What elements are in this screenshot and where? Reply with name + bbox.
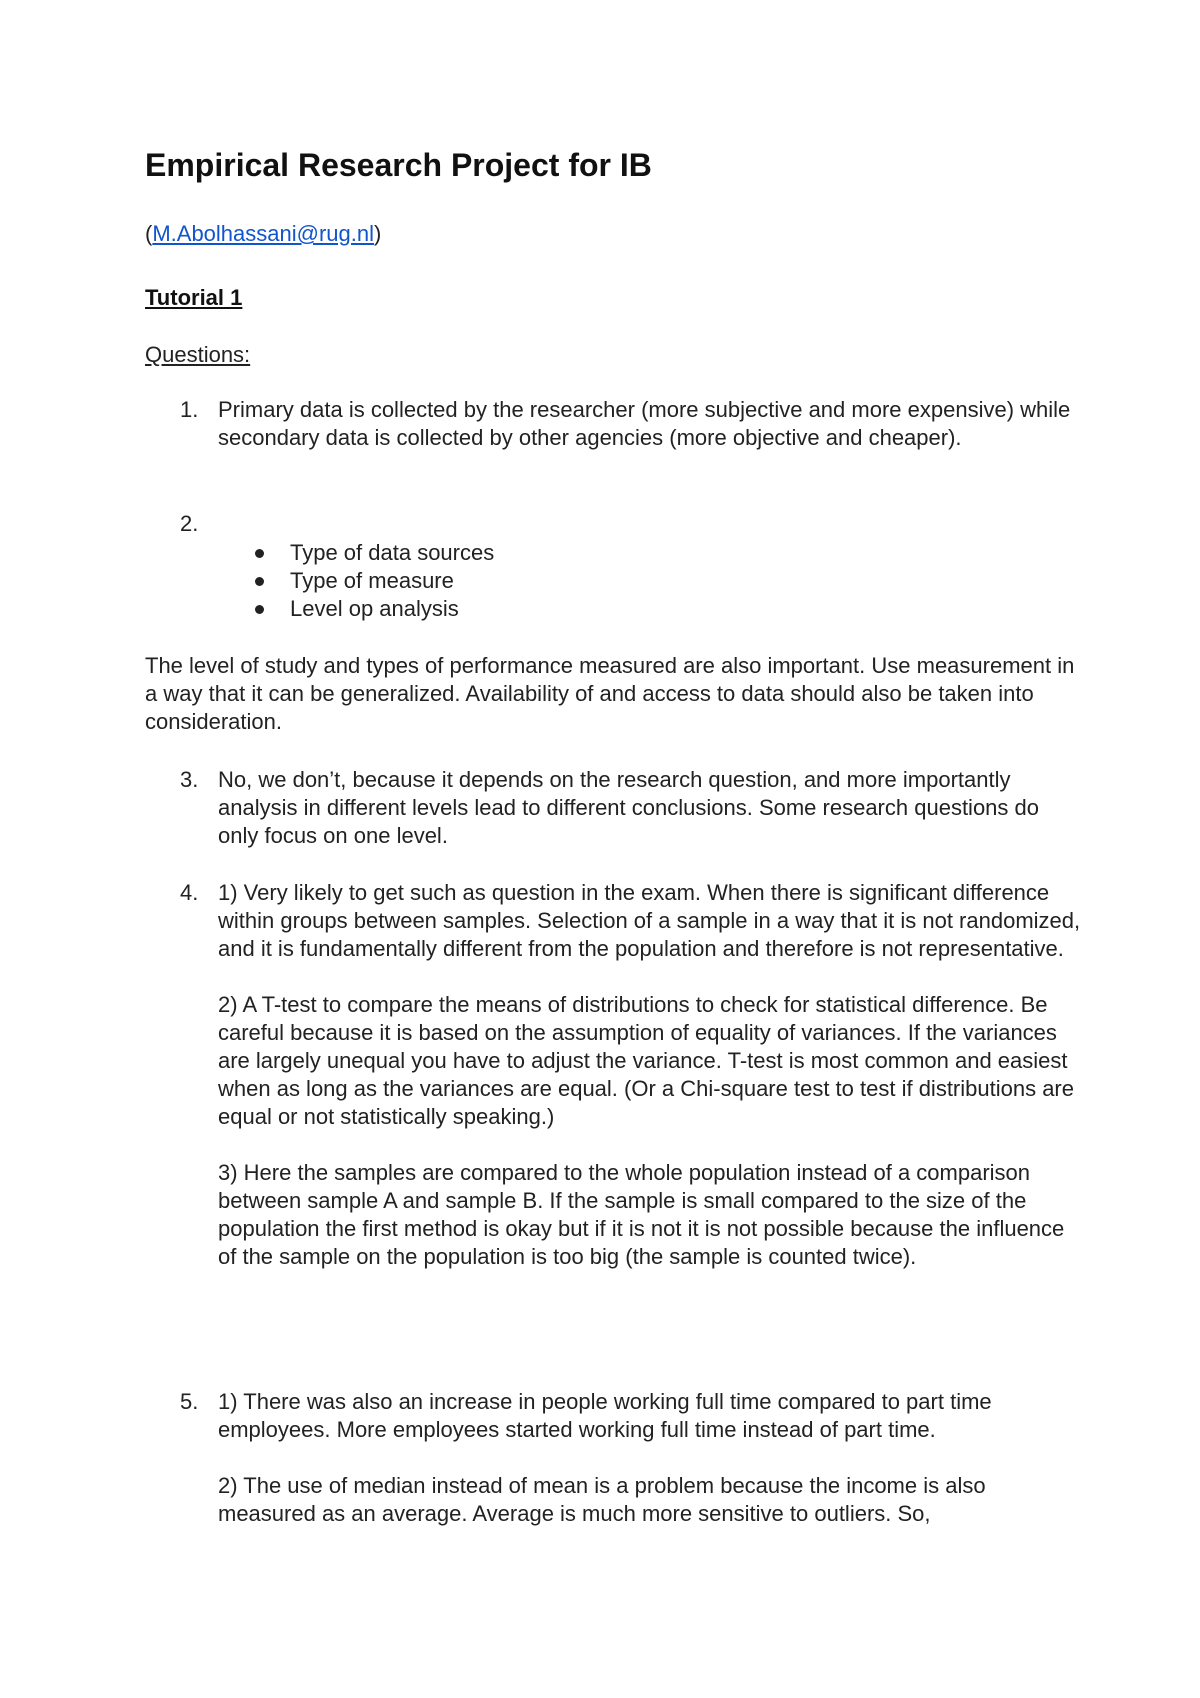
list-item: Type of measure <box>145 567 494 595</box>
email-link[interactable]: M.Abolhassani@rug.nl <box>152 221 374 246</box>
answer-text: No, we don’t, because it depends on the research question, and more importantly analysis in different levels lead to different conclusions. Some research questions do only focus on one level. <box>218 767 1039 848</box>
bullet-list <box>145 539 494 623</box>
questions-heading: Questions: <box>145 342 251 367</box>
question-number: 1. <box>180 397 199 422</box>
question-1 <box>145 396 1085 452</box>
question-number: 2. <box>180 511 199 536</box>
bullet-icon <box>255 549 264 558</box>
tutorial-heading: Tutorial 1 <box>145 285 243 310</box>
close-paren: ) <box>374 221 382 246</box>
answer-part-2: 2) The use of median instead of mean is a problem because the income is also measured as an average. Average is much more sensitive to outliers. So, <box>218 1473 986 1526</box>
answer-part-1: 1) There was also an increase in people working full time compared to part time employees. More employees started working full time instead of part time. <box>218 1389 992 1442</box>
question-number: 5. <box>180 1389 199 1414</box>
answer-text: Primary data is collected by the researcher (more subjective and more expensive) while secondary data is collected by other agencies (more objective and cheaper). <box>218 397 1071 450</box>
question-number: 3. <box>180 767 199 792</box>
document-title: Empirical Research Project for IB <box>145 147 652 183</box>
question-number: 4. <box>180 880 199 905</box>
answer-paragraph: The level of study and types of performance measured are also important. Use measurement in a way that it can be generalized. Availability of and access to data should also be taken into consideration. <box>145 653 1075 734</box>
answer-part-2: 2) A T-test to compare the means of distributions to check for statistical difference. Be careful because it is based on the assumption of equality of variances. If the variances are largely unequal you have to adjust the variance. T-test is most common and easiest when as long as the variances are equal. (Or a Chi-square test to test if distributions are equal or not statistically speaking.) <box>218 992 1074 1129</box>
answer-part-3: 3) Here the samples are compared to the whole population instead of a comparison between sample A and sample B. If the sample is small compared to the size of the population the first method is okay but if it is not it is not possible because the influence of the sample on the population is too big (the sample is counted twice). <box>218 1160 1065 1269</box>
bullet-icon <box>255 605 264 614</box>
question-4 <box>145 879 1085 1271</box>
list-item: Type of data sources <box>145 539 494 567</box>
question-3 <box>145 766 1085 850</box>
list-item: Level op analysis <box>145 595 494 623</box>
bullet-icon <box>255 577 264 586</box>
answer-part-1: 1) Very likely to get such as question in the exam. When there is significant difference within groups between samples. Selection of a sample in a way that it is not randomized, and it is fundamentally different from the population and therefore is not representative. <box>218 880 1081 961</box>
question-5 <box>145 1388 1085 1528</box>
open-paren: ( <box>145 221 153 246</box>
contact-line <box>145 220 381 248</box>
